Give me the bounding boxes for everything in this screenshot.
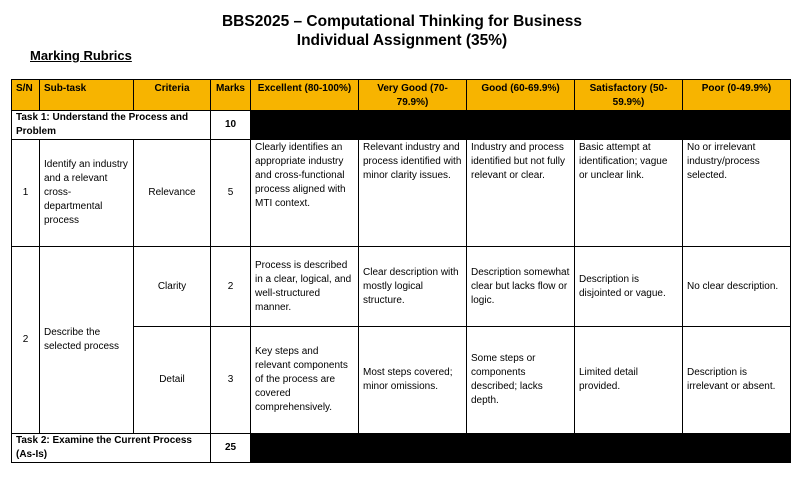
row-2-detail-criteria: Detail xyxy=(134,327,211,434)
col-header-sn: S/N xyxy=(12,80,40,111)
task-2-row xyxy=(12,434,791,463)
row-1-excellent: Clearly identifies an appropriate industry and cross-functional process aligned with MTI context. xyxy=(251,140,359,247)
row-1-good: Industry and process identified but not fully relevant or clear. xyxy=(467,140,575,247)
col-header-excellent: Excellent (80-100%) xyxy=(251,80,359,111)
row-1-relevance xyxy=(12,140,791,247)
row-2-detail-good: Some steps or components described; lacks depth. xyxy=(467,327,575,434)
title-line-1: BBS2025 – Computational Thinking for Business xyxy=(221,13,582,30)
section-heading: Marking Rubrics xyxy=(30,48,132,63)
task-1-marks: 10 xyxy=(211,111,251,140)
row-2-detail-excellent: Key steps and relevant components of the process are covered comprehensively. xyxy=(251,327,359,434)
header-row xyxy=(12,80,791,111)
task-2-band xyxy=(251,434,791,463)
col-header-poor: Poor (0-49.9%) xyxy=(683,80,791,111)
row-2-detail-satisfactory: Limited detail provided. xyxy=(575,327,683,434)
row-2-detail-very-good: Most steps covered; minor omissions. xyxy=(359,327,467,434)
col-header-good: Good (60-69.9%) xyxy=(467,80,575,111)
row-2-detail-poor: Description is irrelevant or absent. xyxy=(683,327,791,434)
row-1-satisfactory: Basic attempt at identification; vague or unclear link. xyxy=(575,140,683,247)
row-2-sn: 2 xyxy=(12,247,40,434)
task-2-label: Task 2: Examine the Current Process (As-Is) xyxy=(12,434,211,463)
col-header-criteria: Criteria xyxy=(134,80,211,111)
row-2-clarity-criteria: Clarity xyxy=(134,247,211,327)
row-1-marks: 5 xyxy=(211,140,251,247)
task-1-row xyxy=(12,111,791,140)
task-1-band xyxy=(251,111,791,140)
row-2-clarity xyxy=(12,247,791,327)
title-line-2: Individual Assignment (35%) xyxy=(296,32,508,49)
row-2-clarity-marks: 2 xyxy=(211,247,251,327)
rubric-table xyxy=(11,79,791,463)
col-header-very-good: Very Good (70-79.9%) xyxy=(359,80,467,111)
col-header-marks: Marks xyxy=(211,80,251,111)
row-2-clarity-excellent: Process is described in a clear, logical, and well-structured manner. xyxy=(251,247,359,327)
row-1-very-good: Relevant industry and process identified with minor clarity issues. xyxy=(359,140,467,247)
row-2-clarity-very-good: Clear description with mostly logical structure. xyxy=(359,247,467,327)
row-1-criteria: Relevance xyxy=(134,140,211,247)
col-header-satisfactory: Satisfactory (50-59.9%) xyxy=(575,80,683,111)
document-title xyxy=(0,12,804,50)
row-2-detail-marks: 3 xyxy=(211,327,251,434)
task-1-label: Task 1: Understand the Process and Problem xyxy=(12,111,211,140)
row-2-clarity-good: Description somewhat clear but lacks flow or logic. xyxy=(467,247,575,327)
task-2-marks: 25 xyxy=(211,434,251,463)
row-1-poor: No or irrelevant industry/process selected. xyxy=(683,140,791,247)
row-1-sn: 1 xyxy=(12,140,40,247)
row-2-clarity-satisfactory: Description is disjointed or vague. xyxy=(575,247,683,327)
row-2-subtask: Describe the selected process xyxy=(40,247,134,434)
col-header-subtask: Sub-task xyxy=(40,80,134,111)
row-1-subtask: Identify an industry and a relevant cross-departmental process xyxy=(40,140,134,247)
row-2-clarity-poor: No clear description. xyxy=(683,247,791,327)
